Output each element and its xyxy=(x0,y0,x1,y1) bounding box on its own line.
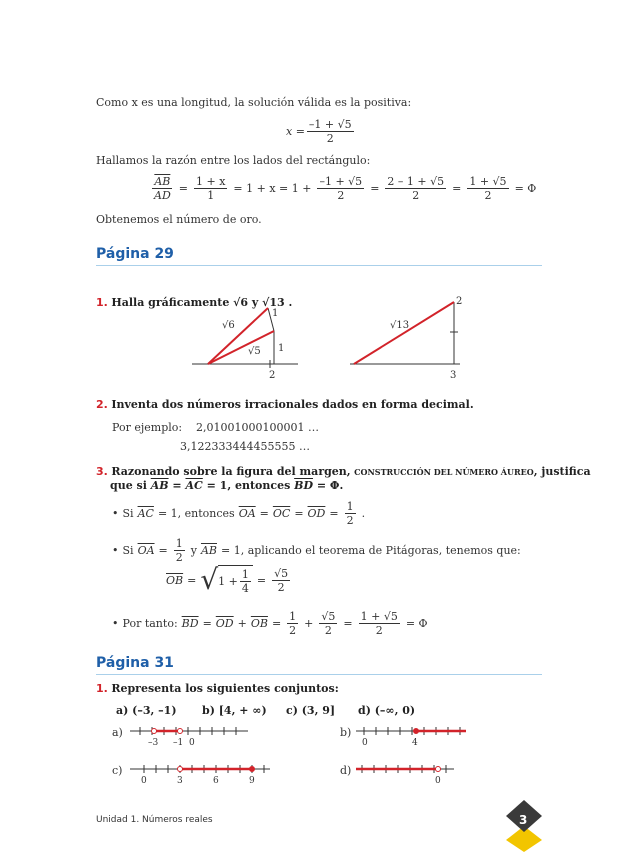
q2-number: 2. xyxy=(96,398,108,411)
ratio-eq-1: = xyxy=(178,182,188,195)
bullet-3-f3d: 2 xyxy=(375,624,383,637)
numberline-b-label: b) xyxy=(340,726,352,739)
numberline-b-tick-0: 0 xyxy=(362,738,368,748)
bullet-3-label: Por tanto: xyxy=(122,617,178,630)
solution-fraction xyxy=(307,118,354,145)
option-a: a) (–3, –1) xyxy=(116,704,177,717)
sqrt-construction-figure xyxy=(180,296,480,382)
bullet-3-f2n: √5 xyxy=(321,610,336,623)
ratio-end: = Φ xyxy=(514,182,537,195)
solution-numerator: –1 + √5 xyxy=(308,118,352,131)
fig1-label-1-top: 1 xyxy=(272,308,279,319)
numberline-c-tick-9: 9 xyxy=(249,776,255,786)
numberline-d xyxy=(354,760,458,786)
intro-line-3: Obtenemos el número de oro. xyxy=(96,213,262,226)
q3-statement-line2 xyxy=(110,479,343,492)
bullet-1-end: . xyxy=(361,507,366,520)
numberline-a-tick-0: 0 xyxy=(189,738,195,748)
fig1-sqrt5-segment xyxy=(208,331,274,364)
bullet-2-dot: • xyxy=(112,544,119,557)
bullet-3-f1n: 1 xyxy=(289,610,297,623)
bullet-3-f1d: 2 xyxy=(289,624,297,637)
bullet-3-bd: $\overline{BD}$ xyxy=(181,617,199,630)
numberline-d-label: d) xyxy=(340,764,352,777)
solution-formula xyxy=(286,118,356,145)
numberline-c-tick-6: 6 xyxy=(213,776,219,786)
ratio-frac-3 xyxy=(317,175,364,202)
bullet-3-ob: $\overline{OB}$ xyxy=(250,617,268,630)
intro-line-2: Hallamos la razón entre los lados del rectángulo: xyxy=(96,154,371,167)
fig2-label-sqrt13: √13 xyxy=(390,320,410,331)
q3-l2-mid: = 1, entonces xyxy=(206,479,291,492)
q2-example-1: 2,01001000100001 … xyxy=(196,421,319,434)
ob-result-num: √5 xyxy=(274,566,289,580)
numberline-b xyxy=(354,722,470,748)
sqrt-radical-icon: √ xyxy=(200,563,219,596)
ratio-frac-5 xyxy=(467,175,508,202)
numberline-b-closed-left xyxy=(414,729,419,734)
fig2-label-3: 3 xyxy=(450,370,457,381)
fig2-sqrt13-segment xyxy=(354,302,454,364)
numberline-c-label: c) xyxy=(112,764,123,777)
ratio-1x-num: 1 + x xyxy=(195,175,226,188)
numberline-a-open-left xyxy=(152,729,157,734)
ob-eq: = xyxy=(187,573,197,587)
bullet-3-eq3: = xyxy=(343,617,353,630)
bullet-2-fraction xyxy=(174,537,185,564)
radicand-1: 1 + xyxy=(218,575,238,588)
p31-q1-statement xyxy=(96,682,339,695)
q2-example-2: 3,122333444455555 … xyxy=(180,440,310,453)
bullet-1-od: $\overline{OD}$ xyxy=(307,507,326,520)
bullet-3-f3n: 1 + √5 xyxy=(360,610,398,623)
bullet-1-fraction xyxy=(345,500,356,527)
q1-text: Halla gráficamente √6 y √13 . xyxy=(111,296,293,309)
bullet-3-dot: • xyxy=(112,617,119,630)
bullet-2-rest: = 1, aplicando el teorema de Pitágoras, tenemos que: xyxy=(221,544,521,557)
q2-statement xyxy=(96,398,474,411)
p31-q1-text: Representa los siguientes conjuntos: xyxy=(111,682,339,695)
numberline-d-tick-0: 0 xyxy=(435,776,441,786)
q3-bullet-3 xyxy=(112,610,428,637)
q2-example-label: Por ejemplo: xyxy=(112,421,183,434)
bullet-2-oa: $\overline{OA}$ xyxy=(137,544,155,557)
ratio-f4-num: 2 – 1 + √5 xyxy=(387,175,445,188)
bullet-1-mid: = 1, entonces xyxy=(157,507,235,520)
ratio-f5-num: 1 + √5 xyxy=(469,175,507,188)
q3-bullet-2 xyxy=(112,537,521,564)
q3-text-b: CONSTRUCCIÓN DEL NÚMERO ÁUREO xyxy=(354,467,534,477)
section-divider-page31 xyxy=(96,674,542,675)
q3-l2-bd: $\overline{BD}$ xyxy=(294,479,313,492)
radicand-fnum: 1 xyxy=(241,568,249,581)
option-d: d) (–∞, 0) xyxy=(358,704,416,717)
ratio-eq-2: = xyxy=(370,182,380,195)
option-b: b) [4, + ∞) xyxy=(202,704,267,717)
p31-q1-number: 1. xyxy=(96,682,108,695)
q3-text-a: Razonando sobre la figura del margen, xyxy=(111,465,351,478)
numberline-c-open-left xyxy=(178,767,183,772)
ob-label: $\overline{OB}$ xyxy=(166,573,184,587)
ratio-eq-3: = xyxy=(452,182,462,195)
ratio-ab: $\overline{AB}$ xyxy=(154,175,171,188)
ob-result-den: 2 xyxy=(277,580,285,594)
ratio-formula xyxy=(150,175,536,202)
q3-text-c: , justifica xyxy=(533,465,591,478)
section-divider-page29 xyxy=(96,265,542,266)
q3-bullet-1 xyxy=(112,500,365,527)
numberline-c-closed-right xyxy=(250,767,255,772)
numberline-b-tick-4: 4 xyxy=(412,738,418,748)
q3-l2-ac: $\overline{AC}$ xyxy=(185,479,203,492)
ob-result xyxy=(272,567,290,594)
ratio-frac-1x xyxy=(194,175,227,202)
bullet-3-frac-2 xyxy=(319,610,337,637)
ratio-f4-den: 2 xyxy=(412,189,420,202)
q3-l2-a: que si xyxy=(110,479,147,492)
bullet-2-ab: $\overline{AB}$ xyxy=(200,544,217,557)
ob-eq-2: = xyxy=(256,573,267,587)
ratio-f3-num: –1 + √5 xyxy=(319,175,363,188)
q2-text: Inventa dos números irracionales dados en forma decimal. xyxy=(111,398,474,411)
bullet-2-eq: = xyxy=(158,544,168,557)
option-c: c) (3, 9] xyxy=(286,704,336,717)
bullet-3-eq2: = xyxy=(271,617,282,630)
numberline-a-tick-m1: –1 xyxy=(173,738,184,748)
q1-number: 1. xyxy=(96,296,108,309)
intro-line-1: Como x es una longitud, la solución válida es la positiva: xyxy=(96,96,412,109)
ratio-mid: = 1 + x = 1 + xyxy=(233,182,312,195)
bullet-3-frac-1 xyxy=(287,610,298,637)
numberline-a-tick-m3: –3 xyxy=(148,738,159,748)
q3-l2-end: = Φ. xyxy=(316,479,344,492)
bullet-2-fnum: 1 xyxy=(175,537,183,550)
numberline-c xyxy=(128,760,274,786)
bullet-1-ac: $\overline{AC}$ xyxy=(137,507,154,520)
page-number: 3 xyxy=(519,813,528,827)
numberline-a-open-right xyxy=(178,729,183,734)
q3-l2-eq: = xyxy=(172,479,182,492)
ob-formula xyxy=(166,565,292,595)
bullet-1-oa: $\overline{OA}$ xyxy=(238,507,256,520)
bullet-3-od: $\overline{OD}$ xyxy=(215,617,234,630)
numberline-c-tick-0: 0 xyxy=(141,776,147,786)
section-heading-page31: Página 31 xyxy=(96,655,174,671)
bullet-3-plus2: + xyxy=(304,617,314,630)
bullet-1-eq3: = xyxy=(329,507,339,520)
bullet-3-frac-3 xyxy=(359,610,400,637)
ratio-ad: AD xyxy=(154,189,171,202)
bullet-1-oc: $\overline{OC}$ xyxy=(272,507,291,520)
numberline-c-tick-3: 3 xyxy=(177,776,183,786)
fig1-label-1-right: 1 xyxy=(278,343,285,354)
bullet-2-y: y xyxy=(190,544,197,557)
numberline-d-open-right xyxy=(436,767,441,772)
numberline-a-label: a) xyxy=(112,726,123,739)
q3-number: 3. xyxy=(96,465,108,478)
bullet-3-f2d: 2 xyxy=(324,624,332,637)
solution-lhs: x = xyxy=(286,125,305,138)
fig1-label-2: 2 xyxy=(269,370,276,381)
footer-unit: Unidad 1. Números reales xyxy=(96,815,213,825)
fig1-label-sqrt6: √6 xyxy=(222,320,235,331)
bullet-1-si: Si xyxy=(122,507,134,520)
bullet-3-eq1: = xyxy=(202,617,212,630)
bullet-1-fnum: 1 xyxy=(346,500,354,513)
radicand-fden: 4 xyxy=(241,582,249,595)
ratio-frac-ab-ad xyxy=(152,175,173,202)
solution-denominator: 2 xyxy=(326,132,334,145)
ratio-frac-4 xyxy=(385,175,446,202)
bullet-1-dot: • xyxy=(112,507,119,520)
radicand xyxy=(218,565,253,595)
numberline-a xyxy=(128,722,252,748)
bullet-1-eq2: = xyxy=(294,507,304,520)
fig2-label-2: 2 xyxy=(456,296,463,307)
q3-statement-line1 xyxy=(96,465,591,479)
ratio-f5-den: 2 xyxy=(484,189,492,202)
bullet-3-plus: + xyxy=(237,617,247,630)
bullet-3-end: = Φ xyxy=(405,617,428,630)
radicand-fraction xyxy=(240,568,251,595)
ratio-f3-den: 2 xyxy=(337,189,345,202)
bullet-1-eq1: = xyxy=(259,507,269,520)
ratio-1x-den: 1 xyxy=(207,189,215,202)
bullet-2-fden: 2 xyxy=(175,551,183,564)
section-heading-page29: Página 29 xyxy=(96,246,174,262)
bullet-1-fden: 2 xyxy=(346,514,354,527)
q3-l2-ab: $\overline{AB}$ xyxy=(150,479,169,492)
fig1-label-sqrt5: √5 xyxy=(248,346,261,357)
bullet-2-si: Si xyxy=(122,544,134,557)
